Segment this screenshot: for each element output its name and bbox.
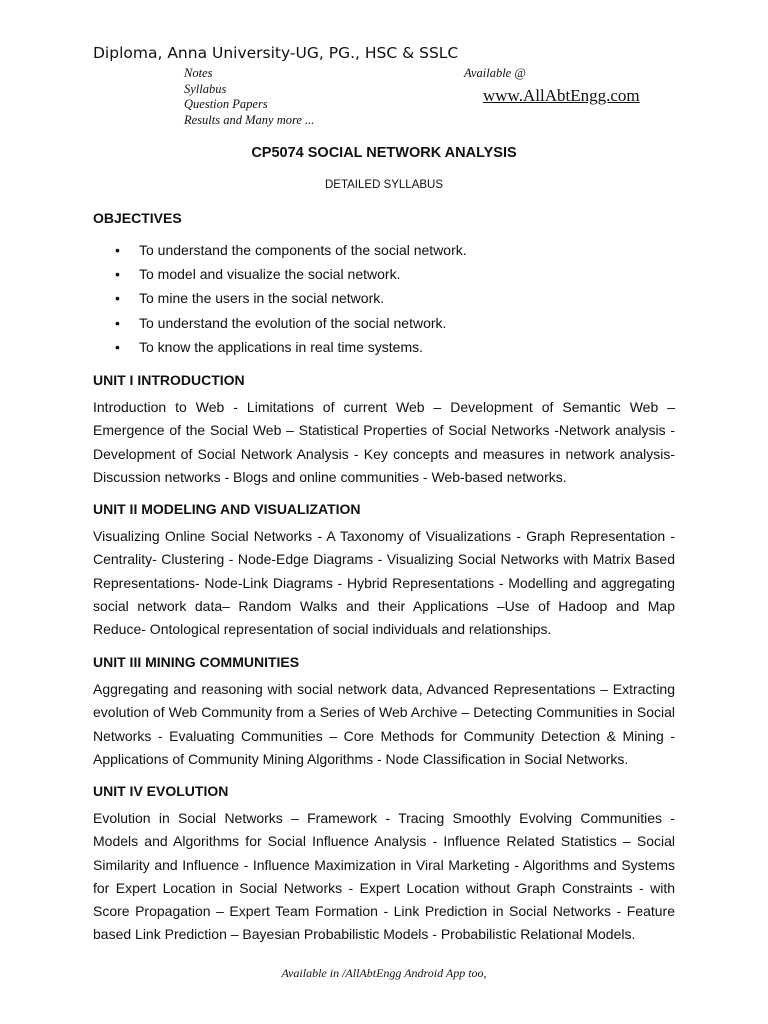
unit-1-body: Introduction to Web - Limitations of current Web – Development of Semantic Web – Emergence of the Social Web – Statistical Properties of Social Networks -Network analysis - Development of Social Network Analysis - Key concepts and measures in network analysis- Discussion networks - Blogs and online communities - Web-based networks. bbox=[93, 399, 675, 485]
objective-text: To understand the components of the social network. bbox=[139, 242, 467, 258]
unit-3-body: Aggregating and reasoning with social network data, Advanced Representations – Extracting evolution of Web Community from a Series of Web Archive – Detecting Communities in Social Networks - Evaluating Communities – Core Methods for Community Detection & Mining - Applications of Community Mining Algorithms - Node Classification in Social Networks. bbox=[93, 681, 675, 767]
unit-3-heading: UNIT III MINING COMMUNITIES bbox=[93, 654, 300, 670]
objective-text: To mine the users in the social network. bbox=[139, 290, 385, 307]
header-link-results: Results and Many more ... bbox=[184, 112, 315, 127]
site-url-link[interactable]: www.AllAbtEngg.com bbox=[483, 86, 640, 105]
header-links bbox=[184, 66, 314, 128]
objectives-list bbox=[93, 240, 683, 361]
available-label: Available @ bbox=[464, 66, 526, 80]
header-title: Diploma, Anna University-UG, PG., HSC & SSLC bbox=[93, 44, 459, 62]
list-item bbox=[93, 240, 683, 264]
objective-text: To understand the evolution of the social network. bbox=[139, 314, 447, 331]
unit-2-body: Visualizing Online Social Networks - A Taxonomy of Visualizations - Graph Representation - Centrality- Clustering - Node-Edge Diagrams - Visualizing Social Networks with Matrix Based Representations- Node-Link Diagrams - Hybrid Representations - Modelling and aggregating social network data– Random Walks and their Applications –Use of Hadoop and Map Reduce- Ontological representation of social individuals and relationships. bbox=[93, 528, 675, 638]
objective-text: To model and visualize the social network. bbox=[139, 266, 401, 283]
bullet-icon: • bbox=[115, 314, 120, 331]
unit-4-heading: UNIT IV EVOLUTION bbox=[93, 783, 229, 799]
header-link-notes: Notes bbox=[184, 66, 213, 80]
list-item bbox=[93, 313, 683, 337]
bullet-icon: • bbox=[115, 338, 120, 355]
syllabus-subtitle: DETAILED SYLLABUS bbox=[324, 179, 444, 191]
list-item bbox=[93, 264, 683, 288]
unit-1-heading: UNIT I INTRODUCTION bbox=[93, 372, 245, 388]
header-link-question-papers: Question Papers bbox=[184, 97, 268, 111]
footer-note: Available in /AllAbtEngg Android App too, bbox=[281, 966, 487, 980]
header-link-syllabus: Syllabus bbox=[184, 81, 227, 96]
unit-4-body: Evolution in Social Networks – Framework - Tracing Smoothly Evolving Communities - Models and Algorithms for Social Influence Analysis - Influence Related Statistics – Social Similarity and Influence - Influence Maximization in Viral Marketing - Algorithms and Systems for Expert Location in Social Networks - Expert Location without Graph Constraints - with Score Propagation – Expert Team Formation - Link Prediction in Social Networks - Feature based Link Prediction – Bayesian Probabilistic Models - Probabilistic Relational Models. bbox=[93, 810, 675, 943]
bullet-icon: • bbox=[115, 242, 120, 258]
list-item bbox=[93, 288, 683, 312]
list-item bbox=[93, 337, 683, 361]
unit-2-heading: UNIT II MODELING AND VISUALIZATION bbox=[93, 501, 361, 517]
bullet-icon: • bbox=[115, 290, 120, 307]
bullet-icon: • bbox=[115, 266, 120, 283]
objectives-heading: OBJECTIVES bbox=[93, 210, 182, 226]
objective-text: To know the applications in real time systems. bbox=[139, 338, 424, 355]
course-title: CP5074 SOCIAL NETWORK ANALYSIS bbox=[251, 145, 517, 161]
